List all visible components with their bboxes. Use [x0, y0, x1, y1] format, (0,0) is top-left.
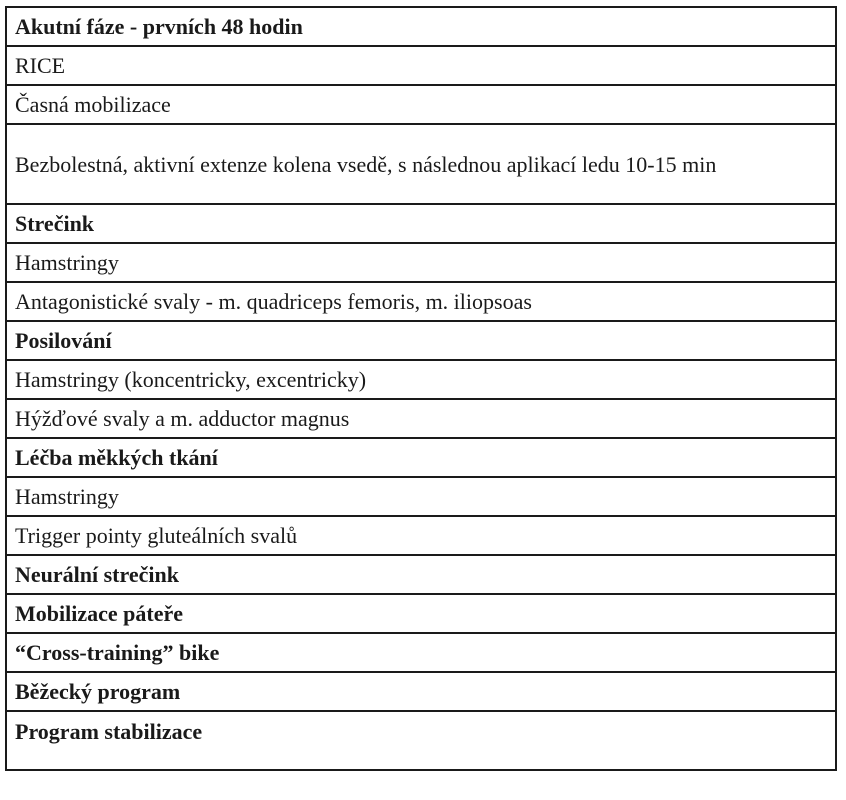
- table-cell: Akutní fáze - prvních 48 hodin: [6, 7, 836, 46]
- table-row-section: [6, 7, 836, 46]
- table-row-section: [6, 321, 836, 360]
- table-cell: Neurální strečink: [6, 555, 836, 594]
- table-row-section: [6, 672, 836, 711]
- table-row: [6, 399, 836, 438]
- table-cell: Běžecký program: [6, 672, 836, 711]
- table-cell: Program stabilizace: [6, 711, 836, 770]
- table-cell: Posilování: [6, 321, 836, 360]
- table-row-section: [6, 555, 836, 594]
- table-row: [6, 516, 836, 555]
- table-row-section: [6, 594, 836, 633]
- table-cell: Hýžďové svaly a m. adductor magnus: [6, 399, 836, 438]
- table-cell: Hamstringy: [6, 243, 836, 282]
- table-row: [6, 477, 836, 516]
- table-cell: Hamstringy: [6, 477, 836, 516]
- table-cell: Časná mobilizace: [6, 85, 836, 124]
- table-row: [6, 46, 836, 85]
- table-row: [6, 282, 836, 321]
- table-cell: Trigger pointy gluteálních svalů: [6, 516, 836, 555]
- table-cell: Léčba měkkých tkání: [6, 438, 836, 477]
- table-cell: “Cross-training” bike: [6, 633, 836, 672]
- table-row-section: [6, 711, 836, 770]
- table-cell: RICE: [6, 46, 836, 85]
- table-cell: Strečink: [6, 204, 836, 243]
- table-row: [6, 85, 836, 124]
- table-row-section: [6, 438, 836, 477]
- table-row-section: [6, 204, 836, 243]
- table-row: [6, 243, 836, 282]
- table-row: [6, 360, 836, 399]
- table-cell: Hamstringy (koncentricky, excentricky): [6, 360, 836, 399]
- table-cell: Bezbolestná, aktivní extenze kolena vsedě, s následnou aplikací ledu 10-15 min: [6, 124, 836, 204]
- table-cell: Mobilizace páteře: [6, 594, 836, 633]
- table-row: [6, 124, 836, 204]
- table-row-section: [6, 633, 836, 672]
- treatment-table: [5, 6, 837, 771]
- treatment-table-container: [5, 6, 837, 771]
- table-cell: Antagonistické svaly - m. quadriceps femoris, m. iliopsoas: [6, 282, 836, 321]
